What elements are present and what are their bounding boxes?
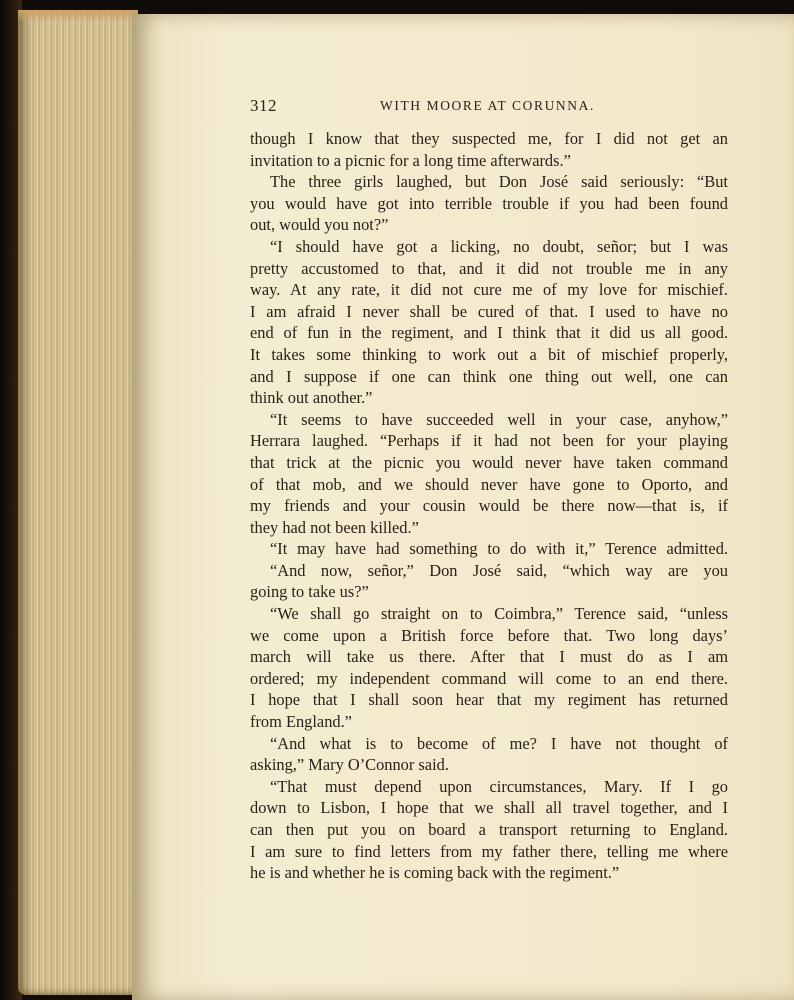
text-line: we come upon a British force before that. Two long days’ [250, 625, 728, 645]
page-stack-edges [18, 10, 138, 995]
text-line: ordered; my independent command will come to an end there. [250, 668, 728, 688]
text-line: “It seems to have succeeded well in your case, anyhow,” [270, 409, 728, 429]
text-line: I am sure to find letters from my father there, telling me where [250, 841, 728, 861]
text-line: going to take us?” [250, 582, 369, 602]
text-line: march will take us there. After that I must do as I am [250, 647, 728, 667]
page-number: 312 [250, 96, 277, 115]
text-line: The three girls laughed, but Don José said seriously: “But [270, 172, 728, 192]
text-line: Herrara laughed. “Perhaps if it had not been for your playing [250, 431, 728, 451]
text-line: I am afraid I never shall be cured of that. I used to have no [250, 301, 728, 321]
text-line: though I know that they suspected me, for I did not get an [250, 129, 728, 148]
text-line: my friends and your cousin would be there now—that is, if [250, 496, 728, 516]
text-line: pretty accustomed to that, and it did not trouble me in any [250, 258, 728, 278]
text-line: down to Lisbon, I hope that we shall all travel together, and I [250, 798, 728, 818]
text-line: think out another.” [250, 388, 373, 408]
text-line: “We shall go straight on to Coimbra,” Terence said, “unless [270, 604, 728, 624]
text-line: “And what is to become of me? I have not thought of [270, 733, 728, 753]
running-title: WITH MOORE AT CORUNNA. [380, 98, 595, 113]
text-line: of that mob, and we should never have gone to Oporto, and [250, 474, 728, 494]
text-line: end of fun in the regiment, and I think that it did us all good. [250, 323, 728, 343]
text-line: I hope that I shall soon hear that my regiment has returned [250, 690, 728, 710]
text-line: can then put you on board a transport returning to England. [250, 820, 728, 839]
text-line: “It may have had something to do with it,” Terence admitted. [270, 539, 728, 559]
text-line: “That must depend upon circumstances, Mary. If I go [270, 776, 728, 796]
text-line: that trick at the picnic you would never have taken command [250, 452, 728, 472]
text-line: from England.” [250, 712, 352, 732]
text-line: way. At any rate, it did not cure me of my love for mischief. [250, 280, 728, 300]
text-line: and I suppose if one can think one thing out well, one can [250, 366, 728, 386]
text-line: “And now, señor,” Don José said, “which way are you [270, 560, 728, 580]
text-line: they had not been killed.” [250, 517, 419, 537]
body-text [250, 128, 728, 884]
text-line: out, would you not?” [250, 215, 389, 235]
text-line: invitation to a picnic for a long time afterwards.” [250, 150, 571, 170]
text-line: “I should have got a licking, no doubt, señor; but I was [270, 236, 728, 256]
page-header [250, 96, 720, 120]
text-line: he is and whether he is coming back with the regiment.” [250, 863, 620, 883]
text-line: It takes some thinking to work out a bit of mischief properly, [250, 344, 728, 364]
text-line: asking,” Mary O’Connor said. [250, 755, 449, 775]
text-line: you would have got into terrible trouble if you had been found [250, 193, 728, 213]
